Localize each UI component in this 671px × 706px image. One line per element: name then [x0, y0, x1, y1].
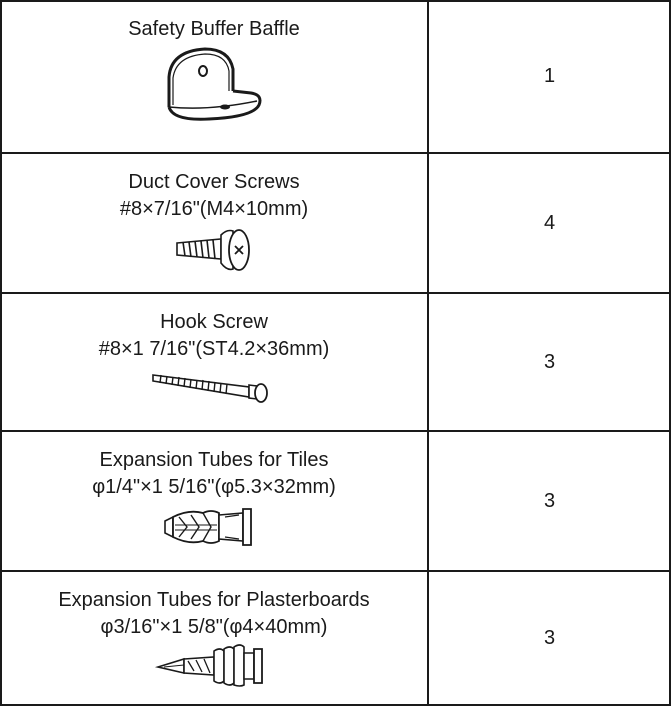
table-border-top — [0, 0, 671, 2]
table-row — [0, 431, 671, 571]
row-divider — [0, 152, 671, 154]
part-name-cell — [0, 293, 428, 431]
safety-buffer-baffle-icon — [149, 45, 279, 123]
hook-screw-icon — [149, 365, 279, 405]
quantity: 4 — [543, 211, 556, 234]
part-name-cell — [0, 0, 428, 153]
part-name: Duct Cover Screws — [128, 171, 300, 193]
table-row — [0, 293, 671, 431]
quantity: 3 — [543, 489, 556, 512]
quantity: 3 — [543, 350, 556, 373]
part-spec: #8×7/16"(M4×10mm) — [119, 198, 309, 220]
table-border-left — [0, 0, 2, 706]
quantity: 3 — [543, 627, 556, 649]
table-row — [0, 0, 671, 153]
column-divider — [427, 0, 429, 706]
part-spec: φ1/4"×1 5/16"(φ5.3×32mm) — [92, 476, 336, 498]
part-name: Hook Screw — [160, 311, 268, 333]
tile-expansion-tube-icon — [159, 503, 269, 551]
quantity: 1 — [543, 65, 556, 87]
row-divider — [0, 570, 671, 572]
duct-cover-screw-icon — [169, 225, 259, 275]
part-name-cell — [0, 431, 428, 571]
table-row — [0, 571, 671, 706]
plasterboard-expansion-tube-icon — [154, 643, 274, 687]
part-name: Safety Buffer Baffle — [128, 18, 300, 40]
part-name-cell — [0, 153, 428, 293]
part-spec: φ3/16"×1 5/8"(φ4×40mm) — [100, 616, 328, 638]
part-name: Expansion Tubes for Tiles — [99, 449, 329, 471]
part-name: Expansion Tubes for Plasterboards — [58, 589, 370, 611]
row-divider — [0, 430, 671, 432]
part-name-cell — [0, 571, 428, 706]
table-row — [0, 153, 671, 293]
part-spec: #8×1 7/16"(ST4.2×36mm) — [98, 338, 330, 360]
row-divider — [0, 292, 671, 294]
